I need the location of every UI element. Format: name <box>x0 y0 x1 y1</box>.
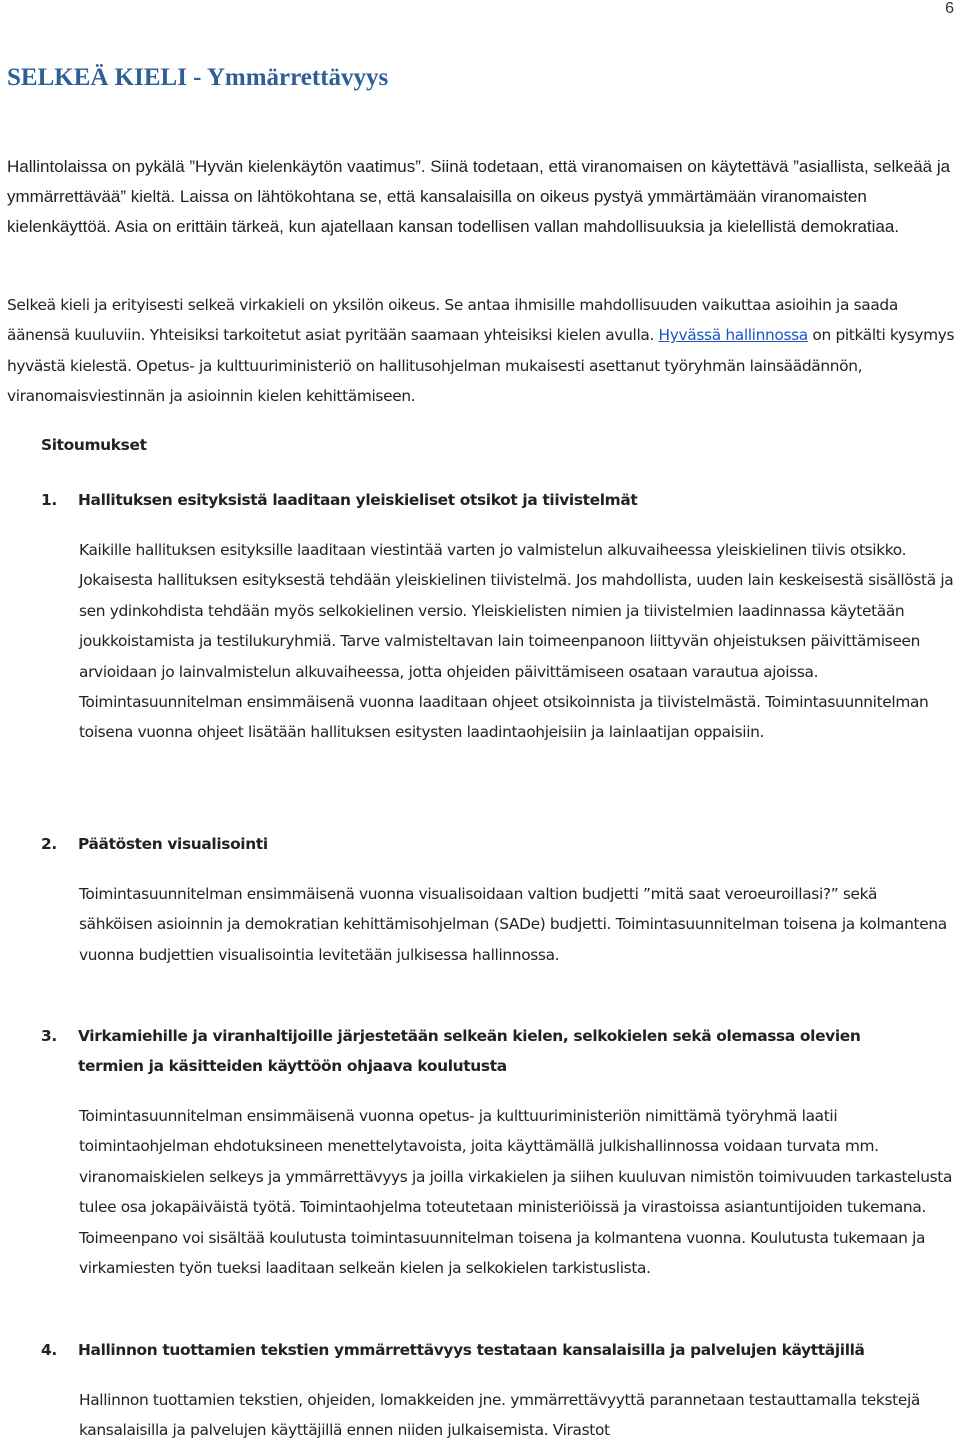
intro-paragraph: Hallintolaissa on pykälä ”Hyvän kielenkäytön vaatimus”. Siinä todetaan, että viranomaisen on käytettävä ”asiallista, selkeää ja ymmärrettävää” kieltä. Laissa on lähtökohtana se, että kansalaisilla on oikeus pystyä ymmärtämään viranomaisten kielenkäyttöä. Asia on erittäin tärkeä, kun ajatellaan kansan todellisen vallan mahdollisuuksia ja kielellistä demokratiaa. <box>7 157 951 237</box>
hyvassa-hallinnossa-link[interactable]: Hyvässä hallinnossa <box>658 326 808 345</box>
commitment-4-number: 4. <box>41 1341 57 1359</box>
rights-text-after-link: on pitkälti kysymys hyvästä kielestä. Opetus- ja kulttuuriministeriö on hallitusohjelman mukaisesti asettanut työryhmän lainsäädännön, viranomaisviestinnän ja asioinnin kielen kehittämiseen. <box>7 326 955 406</box>
commitments-heading: Sitoumukset <box>41 436 147 454</box>
commitment-1-body: Kaikille hallituksen esityksille laaditaan viestintää varten jo valmistelun alkuvaiheessa yleiskielinen tiivis otsikko. Jokaisesta hallituksen esityksestä tehdään yleiskielinen tiivistelmä. Jos mahdollista, uuden lain keskeisestä sisällöstä ja sen ydinkohdista tehdään myös selkokielinen versio. Yleiskielisten nimien ja tiivistelmien laadinnassa käytetään joukkoistamista ja testilukuryhmiä. Tarve valmisteltavan lain toimeenpanoon liittyvän ohjeistuksen päivittämiseen arvioidaan jo lainvalmistelun alkuvaiheessa, jotta ohjeiden päivittämiseen osataan varautua ajoissa. Toimintasuunnitelman ensimmäisenä vuonna laaditaan ohjeet otsikoinnista ja tiivistelmästä. Toimintasuunnitelman toisena vuonna ohjeet lisätään hallituksen esitysten laadintaohjeisiin ja lainlaatijan oppaisiin. <box>79 541 954 742</box>
commitment-2-body: Toimintasuunnitelman ensimmäisenä vuonna visualisoidaan valtion budjetti ”mitä saat veroeuroillasi?” sekä sähköisen asioinnin ja demokratian kehittämisohjelman (SADe) budjetti. Toimintasuunnitelman toisena ja kolmantena vuonna budjettien visualisointia levitetään julkisessa hallinnossa. <box>79 885 947 964</box>
commitment-3-heading-text: Virkamiehille ja viranhaltijoille järjestetään selkeän kielen, selkokielen sekä olemassa olevien termien ja käsitteiden käyttöön ohjaava koulutusta <box>78 1027 861 1076</box>
commitment-4-body: Hallinnon tuottamien tekstien, ohjeiden, lomakkeiden jne. ymmärrettävyyttä parannetaan testauttamalla tekstejä kansalaisilla ja palvelujen käyttäjillä ennen niiden julkaisemista. Virastot <box>79 1391 920 1440</box>
commitment-2-heading <box>41 829 941 859</box>
commitment-2-heading-text: Päätösten visualisointi <box>78 835 268 853</box>
commitment-3-body: Toimintasuunnitelman ensimmäisenä vuonna opetus- ja kulttuuriministeriön nimittämä työryhmä laatii toimintaohjelman ehdotuksineen menettelytavoista, joita käyttämällä julkishallinnossa voidaan turvata mm. viranomaiskielen selkeys ja ymmärrettävyys ja joilla virkakielen ja siihen kuuluvan nimistön toimivuuden tarkastelusta tulee osa jokapäiväistä työtä. Toimintaohjelma toteutetaan ministeriöissä ja virastoissa asiantuntijoiden tukemana. Toimeenpano voi sisältää koulutusta toimintasuunnitelman toisena ja kolmantena vuonna. Koulutusta tukemaan ja virkamiesten työn tueksi laaditaan selkeän kielen ja selkokielen tarkistuslista. <box>79 1107 953 1278</box>
commitment-1-heading-text: Hallituksen esityksistä laaditaan yleiskieliset otsikot ja tiivistelmät <box>78 491 638 509</box>
commitment-1-number: 1. <box>41 491 57 509</box>
commitment-3-heading <box>41 1021 941 1082</box>
commitment-4-heading-text: Hallinnon tuottamien tekstien ymmärrettävyys testataan kansalaisilla ja palvelujen käyttäjillä <box>78 1341 865 1359</box>
commitment-1-heading <box>41 485 941 515</box>
rights-text-before-link: Selkeä kieli ja erityisesti selkeä virkakieli on yksilön oikeus. Se antaa ihmisille mahdollisuuden vaikuttaa asioihin ja saada äänensä kuuluviin. Yhteisiksi tarkoitetut asiat pyritään saamaan yhteisiksi kielen avulla. <box>7 296 898 345</box>
commitment-3-number: 3. <box>41 1027 57 1045</box>
commitment-4-heading <box>41 1335 941 1365</box>
page-title: SELKEÄ KIELI - Ymmärrettävyys <box>7 64 389 91</box>
rights-paragraph <box>7 290 955 412</box>
page-number: 6 <box>945 0 954 17</box>
commitment-2-number: 2. <box>41 835 57 853</box>
